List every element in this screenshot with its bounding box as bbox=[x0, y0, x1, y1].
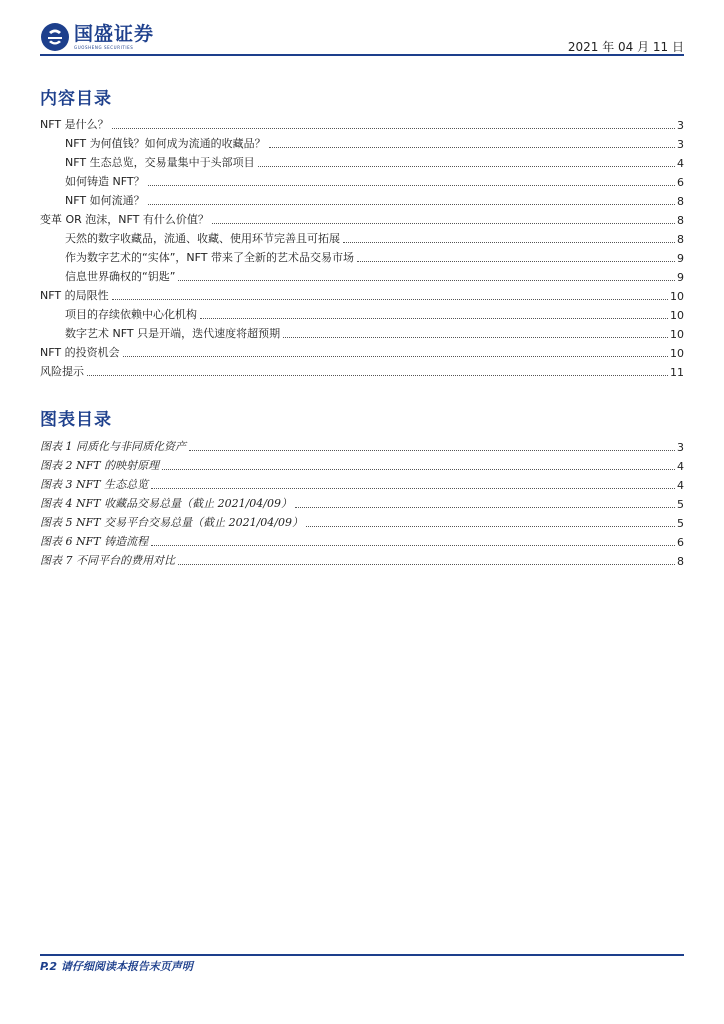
footer-divider bbox=[40, 954, 684, 956]
entry-title: NFT 如何流通？ bbox=[65, 194, 145, 207]
entry-title: NFT 的局限性 bbox=[40, 289, 109, 302]
entry-title: 作为数字艺术的“实体”，NFT 带来了全新的艺术品交易市场 bbox=[65, 251, 354, 264]
dot-leader bbox=[151, 487, 675, 489]
entry-page-number: 3 bbox=[677, 441, 684, 454]
dot-leader bbox=[200, 317, 668, 319]
entry-page-number: 10 bbox=[670, 328, 684, 341]
figure-entry[interactable] bbox=[40, 530, 684, 549]
entry-title: NFT 的投资机会 bbox=[40, 346, 120, 359]
figure-entry[interactable] bbox=[40, 473, 684, 492]
entry-page-number: 5 bbox=[677, 517, 684, 530]
entry-title: 数字艺术 NFT 只是开端，迭代速度将超预期 bbox=[65, 327, 281, 340]
entry-page-number: 10 bbox=[670, 347, 684, 360]
entry-page-number: 4 bbox=[677, 460, 684, 473]
toc-entry[interactable] bbox=[40, 246, 684, 265]
entry-title: 变革 OR 泡沫，NFT 有什么价值？ bbox=[40, 213, 209, 226]
toc-entry[interactable] bbox=[40, 113, 684, 132]
dot-leader bbox=[283, 336, 668, 338]
entry-title: 信息世界确权的“钥匙” bbox=[65, 270, 176, 283]
dot-leader bbox=[343, 241, 675, 243]
dot-leader bbox=[306, 525, 675, 527]
toc-entry[interactable] bbox=[40, 322, 684, 341]
entry-page-number: 5 bbox=[677, 498, 684, 511]
dot-leader bbox=[148, 203, 675, 205]
entry-title: 如何铸造 NFT？ bbox=[65, 175, 145, 188]
dot-leader bbox=[151, 544, 675, 546]
entry-page-number: 3 bbox=[677, 138, 684, 151]
dot-leader bbox=[295, 506, 675, 508]
dot-leader bbox=[148, 184, 675, 186]
figure-entry[interactable] bbox=[40, 454, 684, 473]
toc-entry[interactable] bbox=[40, 208, 684, 227]
entry-page-number: 4 bbox=[677, 157, 684, 170]
entry-page-number: 9 bbox=[677, 271, 684, 284]
entry-page-number: 3 bbox=[677, 119, 684, 132]
dot-leader bbox=[357, 260, 675, 262]
entry-title: 图表 6 NFT 铸造流程 bbox=[40, 535, 149, 548]
toc-entry[interactable] bbox=[40, 132, 684, 151]
entry-page-number: 6 bbox=[677, 176, 684, 189]
entry-title: 图表 1 同质化与非同质化资产 bbox=[40, 440, 186, 453]
dot-leader bbox=[258, 165, 675, 167]
dot-leader bbox=[123, 355, 668, 357]
company-logo bbox=[40, 22, 154, 52]
dot-leader bbox=[112, 298, 668, 300]
entry-title: 图表 7 不同平台的费用对比 bbox=[40, 554, 175, 567]
report-date: 2021 年 04 月 11 日 bbox=[567, 40, 684, 54]
figure-entry[interactable] bbox=[40, 549, 684, 568]
entry-page-number: 10 bbox=[670, 290, 684, 303]
dot-leader bbox=[189, 449, 675, 451]
toc-entry[interactable] bbox=[40, 341, 684, 360]
toc-entry[interactable] bbox=[40, 360, 684, 379]
entry-title: 风险提示 bbox=[40, 365, 84, 378]
dot-leader bbox=[178, 563, 675, 565]
entry-page-number: 8 bbox=[677, 555, 684, 568]
dot-leader bbox=[269, 146, 675, 148]
footer-disclaimer: P.2 请仔细阅读本报告末页声明 bbox=[40, 960, 193, 973]
dot-leader bbox=[162, 468, 675, 470]
entry-title: 图表 2 NFT 的映射原理 bbox=[40, 459, 160, 472]
entry-title: 天然的数字收藏品，流通、收藏、使用环节完善且可拓展 bbox=[65, 232, 340, 245]
entry-page-number: 11 bbox=[670, 366, 684, 379]
entry-page-number: 9 bbox=[677, 252, 684, 265]
figure-entry[interactable] bbox=[40, 435, 684, 454]
entry-page-number: 8 bbox=[677, 233, 684, 246]
toc-list bbox=[40, 113, 684, 379]
entry-page-number: 4 bbox=[677, 479, 684, 492]
toc-entry[interactable] bbox=[40, 303, 684, 322]
entry-page-number: 8 bbox=[677, 195, 684, 208]
dot-leader bbox=[112, 127, 675, 129]
toc-entry[interactable] bbox=[40, 170, 684, 189]
dot-leader bbox=[178, 279, 675, 281]
toc-entry[interactable] bbox=[40, 265, 684, 284]
entry-page-number: 8 bbox=[677, 214, 684, 227]
toc-entry[interactable] bbox=[40, 189, 684, 208]
figure-entry[interactable] bbox=[40, 492, 684, 511]
entry-title: NFT 生态总览，交易量集中于头部项目 bbox=[65, 156, 255, 169]
dot-leader bbox=[212, 222, 675, 224]
entry-title: NFT 是什么？ bbox=[40, 118, 109, 131]
entry-title: NFT 为何值钱？如何成为流通的收藏品？ bbox=[65, 137, 266, 150]
entry-page-number: 10 bbox=[670, 309, 684, 322]
figure-entry[interactable] bbox=[40, 511, 684, 530]
page-header bbox=[0, 0, 724, 60]
toc-entry[interactable] bbox=[40, 227, 684, 246]
dot-leader bbox=[87, 374, 668, 376]
figure-list bbox=[40, 435, 684, 568]
logo-english-name: GUOSHENG SECURITIES bbox=[74, 44, 134, 50]
entry-page-number: 6 bbox=[677, 536, 684, 549]
header-divider bbox=[40, 54, 684, 56]
entry-title: 图表 5 NFT 交易平台交易总量（截止 2021/04/09） bbox=[40, 516, 303, 529]
toc-entry[interactable] bbox=[40, 151, 684, 170]
figure-list-title: 图表目录 bbox=[40, 410, 112, 430]
toc-title: 内容目录 bbox=[40, 89, 112, 109]
toc-entry[interactable] bbox=[40, 284, 684, 303]
guosheng-logo-icon bbox=[40, 22, 70, 52]
entry-title: 图表 3 NFT 生态总览 bbox=[40, 478, 149, 491]
entry-title: 图表 4 NFT 收藏品交易总量（截止 2021/04/09） bbox=[40, 497, 292, 510]
entry-title: 项目的存续依赖中心化机构 bbox=[65, 308, 197, 321]
logo-chinese-name: 国盛证券 bbox=[74, 22, 155, 45]
